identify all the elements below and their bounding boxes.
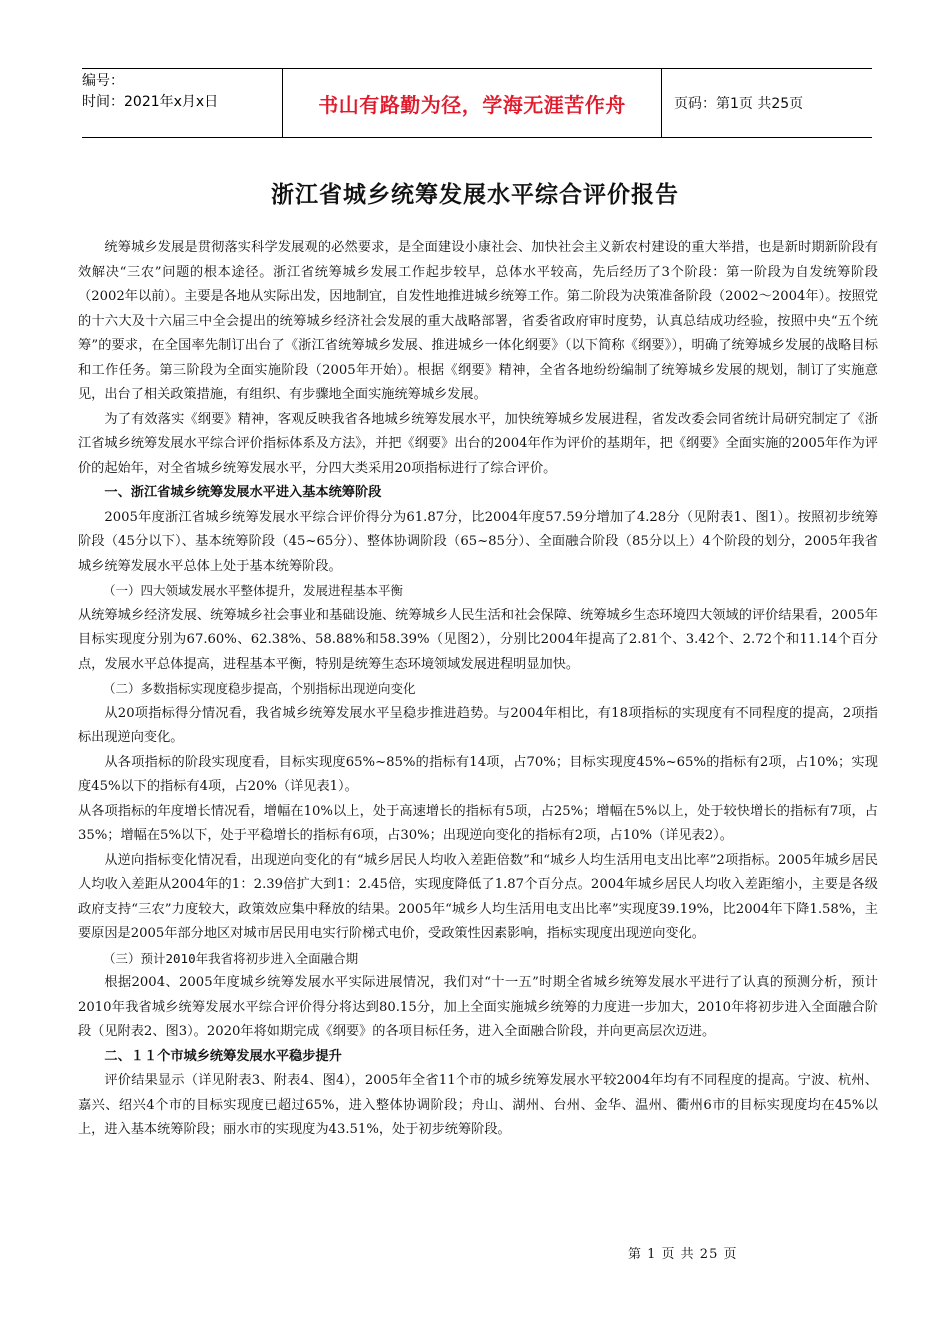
subsection-heading: （二）多数指标实现度稳步提高，个别指标出现逆向变化 [103, 681, 416, 696]
document-body [78, 236, 878, 1143]
paragraph: 2005年度浙江省城乡统筹发展水平综合评价得分为61.87分，比2004年度57.59分增加了4.28分（见附表1、图1）。按照初步统筹阶段（45分以下）、基本统筹阶段（45~65分）、整体协调阶段（65~85分）、全面融合阶段（85分以上）4个阶段的划分，2005年我省城乡统筹发展水平总体上处于基本统筹阶段。 [78, 509, 878, 574]
paragraph: 从统筹城乡经济发展、统筹城乡社会事业和基础设施、统筹城乡人民生活和社会保障、统筹城乡生态环境四大领域的评价结果看，2005年目标实现度分别为67.60%、62.38%、58.88%和58.39%（见图2），分别比2004年提高了2.81个、3.42个、2.72个和11.14个百分点，发展水平总体提高，进程基本平衡，特别是统筹生态环境领域发展进程明显加快。 [78, 607, 878, 672]
paragraph: 评价结果显示（详见附表3、附表4、图4），2005年全省11个市的城乡统筹发展水平较2004年均有不同程度的提高。宁波、杭州、嘉兴、绍兴4个市的目标实现度已超过65%，进入整体协调阶段；舟山、湖州、台州、金华、温州、衢州6市的目标实现度均在45%以上，进入基本统筹阶段；丽水市的实现度为43.51%，处于初步统筹阶段。 [78, 1073, 878, 1137]
document-number-label: 编号： [82, 73, 124, 89]
section-heading: 二、１１个市城乡统筹发展水平稳步提升 [104, 1048, 342, 1064]
paragraph: 从逆向指标变化情况看，出现逆向变化的有“城乡居民人均收入差距倍数”和“城乡人均生活用电支出比率”2项指标。2005年城乡居民人均收入差距从2004年的1：2.39倍扩大到1：2.45倍，实现度降低了1.87个百分点。2004年城乡居民人均收入差距缩小，主要是各级政府支持“三农”力度较大，政策效应集中释放的结果。2005年“城乡人均生活用电支出比率”实现度39.19%，比2004年下降1.58%，主要原因是2005年部分地区对城市居民用电实行阶梯式电价，受政策性因素影响，指标实现度出现逆向变化。 [78, 852, 878, 941]
paragraph: 为了有效落实《纲要》精神，客观反映我省各地城乡统筹发展水平，加快统筹城乡发展进程，省发改委会同省统计局研究制定了《浙江省城乡统筹发展水平综合评价指标体系及方法》，并把《纲要》出台的2004年作为评价的基期年，把《纲要》全面实施的2005年作为评价的起始年，对全省城乡统筹发展水平，分四大类采用20项指标进行了综合评价。 [78, 411, 878, 476]
subsection-heading: （一）四大领域发展水平整体提升，发展进程基本平衡 [103, 583, 404, 598]
paragraph: 根据2004、2005年度城乡统筹发展水平实际进展情况，我们对“十一五”时期全省城乡统筹发展水平进行了认真的预测分析，预计2010年我省城乡统筹发展水平综合评价得分将达到80.15分，加上全面实施城乡统筹的力度进一步加大，2010年将初步进入全面融合阶段（见附表2、图3）。2020年将如期完成《纲要》的各项目标任务，进入全面融合阶段，并向更高层次迈进。 [78, 975, 878, 1039]
section-heading: 一、浙江省城乡统筹发展水平进入基本统筹阶段 [104, 485, 382, 500]
paragraph: 从各项指标的年度增长情况看，增幅在10%以上，处于高速增长的指标有5项，占25%；增幅在5%以上，处于较快增长的指标有7项，占35%；增幅在5%以下，处于平稳增长的指标有6项，占30%；出现逆向变化的指标有2项，占10%（详见表2）。 [78, 803, 878, 843]
document-header [82, 68, 872, 138]
header-motto: 书山有路勤为径，学海无涯苦作舟 [282, 69, 662, 137]
paragraph: 从20项指标得分情况看，我省城乡统筹发展水平呈稳步推进趋势。与2004年相比，有18项指标的实现度有不同程度的提高，2项指标出现逆向变化。 [78, 705, 878, 745]
paragraph: 从各项指标的阶段实现度看，目标实现度65%~85%的指标有14项，占70%；目标实现度45%~65%的指标有2项，占10%；实现度45%以下的指标有4项，占20%（详见表1）。 [78, 754, 878, 794]
page-footer: 第 1 页 共 25 页 [628, 1247, 738, 1262]
subsection-heading: （三）预计2010年我省将初步进入全面融合期 [103, 950, 359, 966]
header-page-info: 页码：第1页 共25页 [674, 96, 804, 112]
paragraph: 统筹城乡发展是贯彻落实科学发展观的必然要求，是全面建设小康社会、加快社会主义新农村建设的重大举措，也是新时期新阶段有效解决“三农”问题的根本途径。浙江省统筹城乡发展工作起步较早，总体水平较高，先后经历了3个阶段：第一阶段为自发统筹阶段（2002年以前）。主要是各地从实际出发，因地制宜，自发性地推进城乡统筹工作。第二阶段为决策准备阶段（2002～2004年）。按照党的十六大及十六届三中全会提出的统筹城乡经济社会发展的重大战略部署，省委省政府审时度势，认真总结成功经验，按照中央“五个统筹”的要求，在全国率先制订出台了《浙江省统筹城乡发展、推进城乡一体化纲要》（以下简称《纲要》），明确了统筹城乡发展的战略目标和工作任务。第三阶段为全面实施阶段（2005年开始）。根据《纲要》精神，全省各地纷纷编制了统筹城乡发展的规划，制订了实施意见，出台了相关政策措施，有组织、有步骤地全面实施统筹城乡发展。 [78, 240, 878, 402]
header-meta [82, 69, 282, 137]
document-title: 浙江省城乡统筹发展水平综合评价报告 [271, 182, 679, 208]
document-date: 时间：2021年x月x日 [82, 94, 219, 110]
